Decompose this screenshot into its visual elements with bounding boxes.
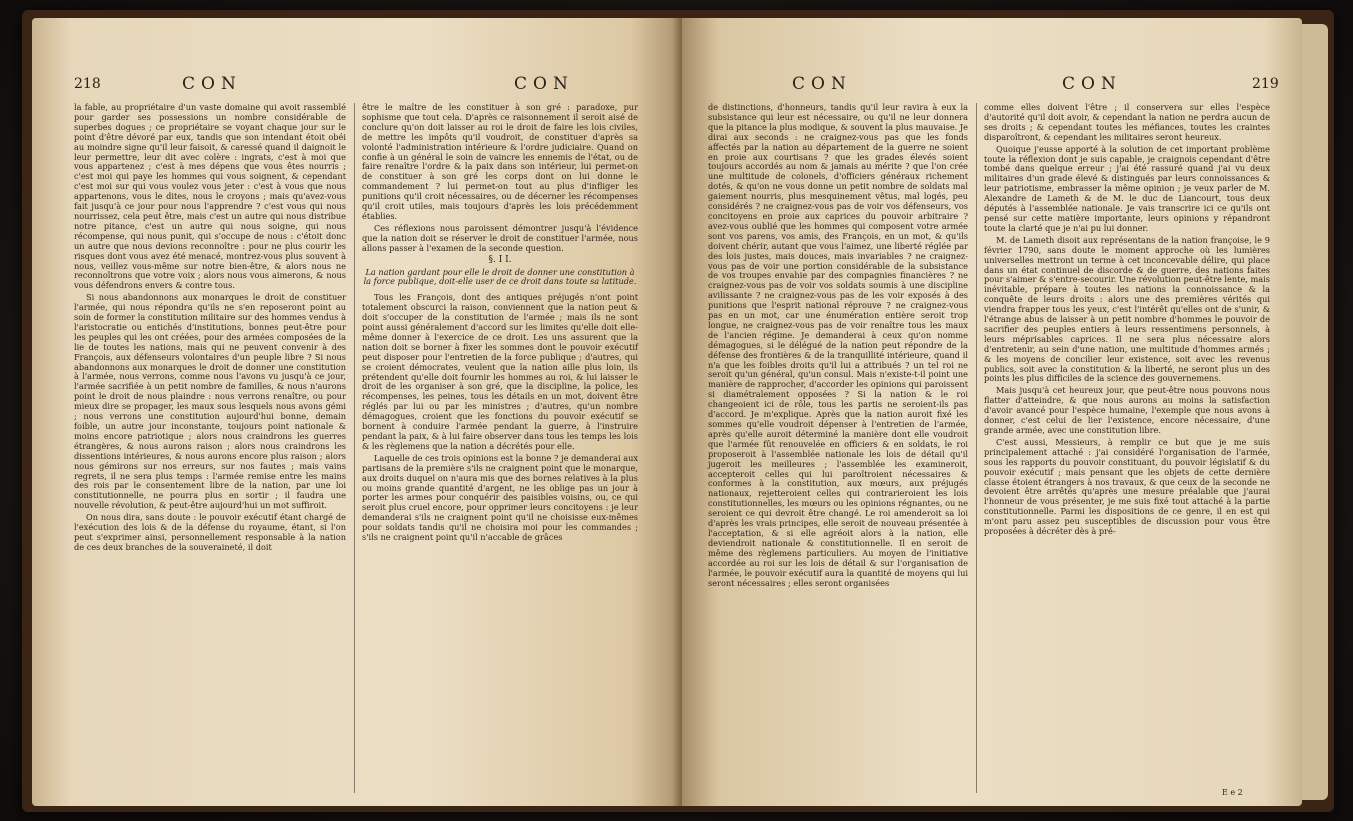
paragraph: Tous les François, dont des antiques préjugés n'ont point totalement obscurci la raison, conviennent que la nation peut & doit s'occuper de la constitution de l'armée ; mais ils ne sont point aussi généralement d'accord sur les limites qu'elle doit elle-même donner à l'exercice de ce droit. Les uns assurent que la nation doit se borner à fixer les sommes dont le pouvoir exécutif peut disposer pour l'entretien de la force publique ; d'autres, qui se croient démocrates, veulent que la nation aille plus loin, ils prétendent qu'elle doit fournir les hommes au roi, & lui laisser le droit de les organiser à son gré, que la discipline, la police, les récompenses, les peines, tous les détails en un mot, doivent être réglés par lui ou par les ministres ; d'autres, qu'un nombre démagogues, croient que les fonctions du pouvoir exécutif se bornent à conduire l'armée pendant la guerre, à l'instruire pendant la paix, & à lui faire observer dans tous les temps les lois & les règlemens que la nation a décrétés pour elle. — [362, 292, 638, 451]
catchword: E e 2 — [1222, 788, 1243, 797]
paragraph: Quoique j'eusse apporté à la solution de cet important problème toute la réflexion dont je suis capable, je craignois cependant d'être tombé dans quelque erreur ; j'ai été rassuré quand j'ai vu deux militaires d'un grade élevé & distingués par leurs connoissances & leur patriotisme, embrasser la même opinion ; je veux parler de M. Alexandre de Lameth & de M. le duc de Liancourt, tous deux députés à l'assemblée nationale. Je vais transcrire ici ce qu'ils ont pensé sur cette matière importante, leurs opinions y répandront toute la clarté que je n'ai pu lui donner. — [984, 143, 1270, 233]
section-mark: §. I I. — [488, 254, 512, 265]
paragraph: comme elles doivent l'être ; il conservera sur elles l'espèce d'autorité qu'il doit avoir, & cependant la nation ne perdra aucun de ses droits ; & cependant toutes les méfiances, toutes les craintes disparoîtront, & cependant les militaires seront heureux. — [984, 102, 1270, 142]
right-page-column-1 — [708, 103, 968, 590]
left-page-column-1 — [74, 103, 346, 555]
paragraph: Si nous abandonnons aux monarques le droit de constituer l'armée, qui nous répondra qu'ils ne s'en reposeront point au soin de former la constitution militaire sur des hommes vendus à l'aristocratie ou entichés d'institutions, bonnes peut-être pour les peuples qui les ont créées, pour des armées composées de la lie de toutes les nations, mais qui ne peuvent convenir à des François, aux défenseurs volontaires d'un peuple libre ? Si nous abandonnons aux monarques le droit de donner une constitution à l'armée, nous verrons, comme nous l'avons vu jusqu'à ce jour, l'armée sacrifiée à un petit nombre de familles, & nous n'aurons point le droit de nous plaindre : nous verrons renaître, ou pour mieux dire se propager, les maux sous lesquels nous avons gémi ; nous verrons une constitution aujourd'hui bonne, demain foible, un autre jour inconstante, toujours point nationale & moins encore patriotique ; alors nous craindrons les guerres étrangères, & nous aurons raison ; alors nous craindrons les dissentions intérieures, & nous aurons encore plus raison ; alors nous gémirons sur nos erreurs, sur nos fautes ; mais vains regrets, il ne sera plus temps : l'armée remise entre les mains des rois par le consentement libre de la nation, par une loi constitutionnelle, ne pourra plus en sortir ; il faudra une nouvelle révolution, & peut-être aujourd'hui un mot suffiroit. — [74, 292, 346, 511]
page-edges — [1302, 24, 1328, 800]
right-page-column-2 — [984, 103, 1270, 539]
right-page — [682, 18, 1302, 806]
left-page-column-2 — [362, 103, 638, 545]
paragraph: être le maître de les constituer à son gré : paradoxe, pur sophisme que tout cela. D'après ce raisonnement il seroit aisé de conclure qu'on doit laisser au roi le droit de faire les lois civiles, de mettre les impôts qu'il voudroit, de constituer d'après sa volonté l'administration intérieure & l'ordre judiciaire. Quand on confie à un général le soin de vaincre les ennemis de l'état, ou de faire renaître l'ordre & la paix dans son intérieur, lui permet-on de constituer à son gré les corps dont on lui donne le commandement ? lui permet-on tout au plus d'infliger les punitions qu'il croit nécessaires, ou de décerner les récompenses qu'il croit utiles, mais toujours d'après les lois précédemment établies. — [362, 102, 638, 221]
right-running-head-left: CON — [792, 74, 852, 94]
book — [22, 10, 1334, 812]
paragraph: Laquelle de ces trois opinions est la bonne ? je demanderai aux partisans de la première s'ils ne craignent point que le monarque, aux droits duquel on n'aura mis que des bornes relatives à la plus ou moins grande quantité d'argent, ne les oblige pas un jour à porter les armes pour conquérir des paisibles voisins, ou, ce qui seroit plus cruel encore, pour opprimer leurs concitoyens : je leur demanderai s'ils ne craignent point qu'il ne choisisse eux-mêmes pour soldats tandis qu'il ne choisira moi pour les commandes ; s'ils ne craignent point qu'il n'accable de grâces — [362, 452, 638, 543]
right-page-number: 219 — [1252, 76, 1279, 92]
section-heading: La nation gardant pour elle le droit de donner une constitution à la force publique, doit-elle user de ce droit dans toute sa latitude. — [363, 266, 637, 287]
right-running-head-right: CON — [1062, 74, 1122, 94]
paragraph: M. de Lameth disoit aux représentans de la nation françoise, le 9 février 1790, sans doute le moment approche où les lumières universelles mettront un terme à cet inconcevable délire, qui place dans un état continuel de discorde & de guerre, des nations faites pour s'aimer & s'entre-secourir. Une révolution peut-être lente, mais inévitable, prépare à toutes les nations la connoissance & la conquête de leurs droits : alors une des premières vérités qui viendra frapper tous les yeux, c'est l'intérêt qu'elles ont de s'unir, & l'étrange abus de laisser à un petit nombre d'hommes le pouvoir de sacrifier des peuples entiers à leurs ressentimens personnels, à leurs méprisables caprices. Il ne sera plus nécessaire alors d'entretenir, au sein d'une nation, une multitude d'hommes armés ; & les moyens de concilier leur existence, soit avec les revenus publics, soit avec la constitution & la liberté, ne seront plus un des points les plus difficiles de la science des gouvernemens. — [984, 234, 1270, 384]
left-running-head-right: CON — [514, 74, 574, 94]
column-rule — [354, 103, 355, 793]
left-page — [32, 18, 682, 806]
paragraph: la fable, au propriétaire d'un vaste domaine qui avoit rassemblé pour garder ses possessions un nombre considérable de superbes dogues ; ce propriétaire se voyant chaque jour sur le point d'être dévoré par eux, tandis que son intendant étoit obéi au moindre signe qu'il leur faisoit, & caressé quand il daignoit le leur permettre, leur dit avec colère : ingrats, c'est à moi que vous appartenez ; c'est à mes dépens que vous êtes nourris ; c'est moi qui paye les hommes qui vous soignent, & cependant c'est moi sur qui vous voulez vous jeter : c'est à vous que nous appartenons, vous le dites, nous le croyons ; mais qu'avez-vous fait jusqu'à ce jour pour nous l'apprendre ? c'est vous qui nous nourrissez, cela peut être, mais c'est un autre qui nous distribue notre pitance, c'est un autre qui nous soigne, qui nous récompense, qui nous punit, qui s'occupe de nous : c'étoit donc un autre que nous devions reconnoître : pour ne plus courir les risques dont vous avez été menacé, montrez-vous plus souvent à nous, veillez vous-même sur notre bien-être, & alors nous ne reconnoîtrons que votre voix ; alors nous vous aimerons, & nous vous défendrons envers & contre tous. — [74, 102, 346, 291]
paragraph: On nous dira, sans doute : le pouvoir exécutif étant chargé de l'exécution des lois & de la défense du royaume, étant, si l'on peut s'exprimer ainsi, personnellement responsable à la nation de ces deux branches de la souveraineté, il doit — [74, 512, 346, 552]
paragraph: C'est aussi, Messieurs, à remplir ce but que je me suis principalement attaché : j'ai considéré l'organisation de l'armée, sous les rapports du pouvoir constituant, du pouvoir législatif & du pouvoir exécutif ; mais pensant que les objets de cette dernière classe étoient étrangers à nos travaux, & que ceux de la seconde ne devoient être arrêtés qu'après une mesure préalable que j'aurai l'honneur de vous présenter, je me suis fixé tout attaché à la partie constitutionnelle. Parmi les dispositions de ce genre, il en est qui m'ont paru assez peu susceptibles de discussion pour vous être proposées à décréter dès à pré- — [984, 436, 1270, 537]
left-page-number: 218 — [74, 76, 101, 92]
paragraph: de distinctions, d'honneurs, tandis qu'il leur ravira à eux la subsistance qui leur est nécessaire, ou qu'il ne leur donnera que la pitance la plus modique, & souvent la plus mauvaise. Je dirai aux seconds : ne craignez-vous pas que les fonds affectés par la nation au département de la guerre ne soient en proie aux courtisans ? que les grades élevés soient toujours accordés au nom & jamais au mérite ? que l'on crée une multitude de colonels, d'officiers généraux richement dotés, & qu'on ne vous donne un petit nombre de soldats mal gaiement nourris, plus mesquinement vêtus, mal logés, peu considérés ? ne craignez-vous pas de voir vos défenseurs, vos concitoyens en proie aux caprices du pouvoir arbitraire ? avez-vous oublié que les hommes qui composent votre armée sont vos parens, vos amis, des François, en un mot, & qu'ils doivent chérir, autant que vous l'aimez, une liberté réglée par des lois justes, mais douces, mais invariables ? ne craignez-vous pas de voir une portion considérable de la subsistance de vos troupes envahie par des compagnies financières ? ne craignez-vous pas de voir vos soldats soumis à une discipline avilissante ? ne craignez-vous pas de les voir exposés à des punitions que l'esprit national réprouve ? ne craignez-vous pas en un mot, car une énumération entière seroit trop longue, ne craignez-vous pas de voir renaître tous les maux de l'ancien régime. Je demanderai à ceux qu'on nomme démagogues, si le délégué de la nation peut répondre de la défense des frontières & de la tranquillité intérieure, quand il n'a que les foibles droits qu'il lui a attribués ? un tel roi ne seroit qu'un général, qu'un consul. Mais n'existe-t-il point une manière de rapprocher, d'accorder les opinions qui paroissent si diamétralement opposées ? Si la nation & le roi changeoient ici de rôle, tous les partis ne seroient-ils pas d'accord. Je m'explique. Après que la nation auroit fixé les sommes qu'elle voudroit dépenser à l'entretien de l'armée, après qu'elle auroit déterminé la manière dont elle voudroit que l'armée fût renouvelée en officiers & en soldats, le roi proposeroit à l'assemblée nationale les lois de détail qu'il jugeroit les meilleures ; l'assemblée les examineroit, accepteroit celles qui lui paroîtroient nécessaires & conformes à la constitution, aux mœurs, aux préjugés nationaux, rejetteroient celles qui contrarieroient les lois constitutionnelles, les mœurs ou les opinions régnantes, ou ne seroient ce qui devroit être changé. Le roi amenderoit sa loi d'après les vrais principes, elle seroit de nouveau présentée à l'acceptation, & si elle agréoit alors à la nation, elle deviendroit nationale & constitutionnelle. Il en seroit de même des règlemens particuliers. Au moyen de l'initiative accordée au roi sur les lois de détail & sur l'organisation de l'armée, le pouvoir exécutif aura la quantité de moyens qui lui seront nécessaires ; elles seront organisées — [708, 102, 968, 588]
left-running-head-left: CON — [182, 74, 242, 94]
paragraph: Mais jusqu'à cet heureux jour, que peut-être nous pouvons nous flatter d'atteindre, & que nous aurons au moins la satisfaction d'avoir avancé pour l'espèce humaine, l'exemple que nous avons à donner, c'est celui de lier l'existence, encore nécessaire, d'une grande armée, avec une constitution libre. — [984, 385, 1270, 435]
column-rule — [976, 103, 977, 793]
paragraph: Ces réflexions nous paroissent démontrer jusqu'à l'évidence que la nation doit se réserver le droit de constituer l'armée, nous allons passer à l'examen de la seconde question. — [362, 222, 638, 253]
